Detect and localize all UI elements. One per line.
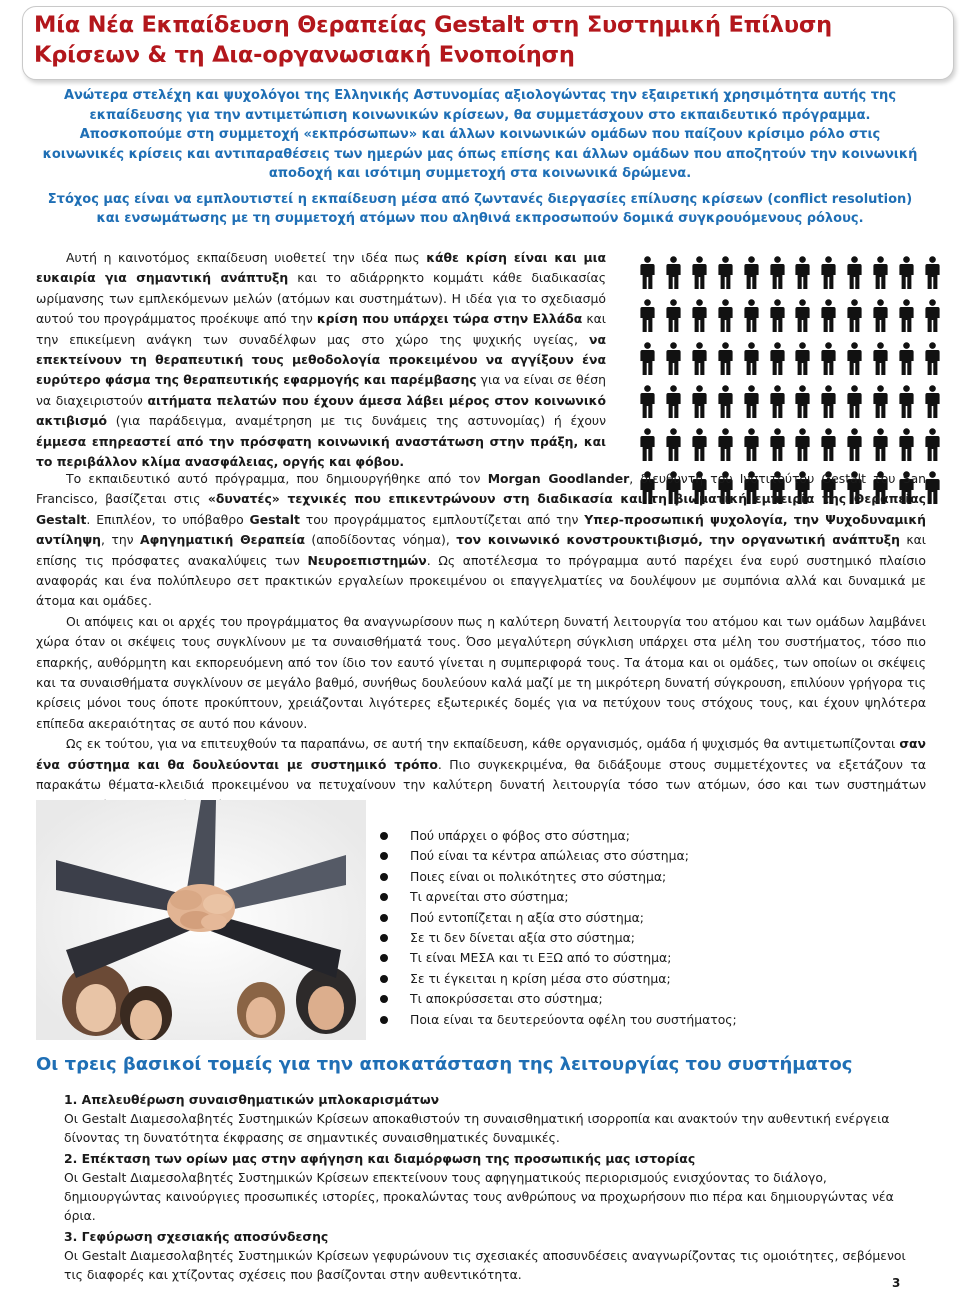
lead-paragraph: Αυτή η καινοτόμος εκπαίδευση υιοθετεί την ιδέα πως κάθε κρίση είναι και μια ευκαιρία για σημαντική ανάπτυξη και το αδιάρρηκτο κομμάτι κάθε διαδικασίας ωρίμανσης των εμπλεκόμενων μελών (ατόμων και συστημάτων). Η ιδέα για το σχεδιασμό αυτού του προγράμματος προέκυψε από την κρίση που υπάρχει τώρα στην Ελλάδα και την επικείμενη ανάγκη των συναδέλφων μας στο χώρο της ψυχικής υγείας, να επεκτείνουν τη θεραπευτική τους μεθοδολογία προκειμένου να αγγίξουν ένα ευρύτερο φάσμα της θεραπευτικής εφαρμογής και παρέμβασης για να είναι σε θέση να διαχειριστούν αιτήματα πελατών που έχουν άμεσα λάβει μέρος στον κοινωνικό ακτιβισμό (για παράδειγμα, αναμέτρηση με τις δυνάμεις της αστυνομίας) ή έχουν έμμεσα επηρεαστεί από την πρόσφατη κοινωνική αναστάτωση στην πράξη, και το περιβάλλον κλίμα ανασφάλειας, οργής και φόβου. xyxy=(36,250,607,470)
person-icon xyxy=(925,342,940,375)
list-item xyxy=(380,826,940,846)
person-icon xyxy=(873,299,888,332)
bullet-icon xyxy=(380,914,388,922)
person-icon xyxy=(795,256,810,289)
area-text: Οι Gestalt Διαμεσολαβητές Συστημικών Κρίσεων επεκτείνουν τους αφηγηματικούς περιορισμούς ενισχύοντας το διάλογο, δημιουργώντας καινούργιες προσωπικές ιστορίες, προκαλώντας τους ανθρώπους να προχωρήσουν πιο πέρα και δημιουργώντας νέα όρια. xyxy=(64,1170,894,1223)
question-text: Ποιες είναι οι πολικότητες στο σύστημα; xyxy=(410,868,667,884)
question-text: Πού υπάρχει ο φόβος στο σύστημα; xyxy=(410,828,630,843)
person-icon xyxy=(899,299,914,332)
person-icon xyxy=(899,342,914,375)
person-icon xyxy=(666,342,681,375)
bullet-icon xyxy=(380,975,388,983)
person-icon xyxy=(770,385,785,418)
person-icon xyxy=(899,256,914,289)
person-icon xyxy=(718,385,733,418)
person-icon xyxy=(795,299,810,332)
person-icon xyxy=(692,299,707,332)
body-paragraph-2: Οι απόψεις και οι αρχές του προγράμματος θα αναγνωρίσουν πως η καλύτερη δυνατή λειτουργία του ατόμου και των ομάδων λαμβάνει χώρα όταν οι σκέψεις τους συγκλίνουν με τα συναισθήματά τους. Όσο μεγαλύτερη σύγκλιση υπάρχει στα μέλη του συστήματος, τόσο πιο επαρκής, αυθόρμητη και εκπορευόμενη από τον ίδιο τον εαυτό γίνεται η συμπεριφορά τους. Τα άτομα και οι ομάδες, των οποίων οι σκέψεις και τα συναισθήματα συγκλίνουν σε μεγάλο βαθμό, συνήθως δουλεύουν καλά μαζί με τη μικρότερη δυνατή σύγκρουση, επιλύουν γρήγορα τις κρίσεις μόνοι τους όποτε προκύπτουν, χρειάζονται λιγότερες εξωτερικές δομές για να πετύχουν τους στόχους τους, και έχουν ψηλότερα επίπεδα ακεραιότητας σε αυτό που κάνουν. xyxy=(36,613,926,731)
person-icon xyxy=(640,342,655,375)
area-text: Οι Gestalt Διαμεσολαβητές Συστημικών Κρίσεων γεφυρώνουν τις σχεσιακές αποσυνδέσεις αναγνωρίζοντας τις ομοιότητες, σεβόμενοι τις διαφορές και χτίζοντας σχέσεις που βασίζονται στην αυθεντικότητα. xyxy=(64,1248,906,1282)
person-icon xyxy=(925,256,940,289)
area-text: Οι Gestalt Διαμεσολαβητές Συστημικών Κρίσεων αποκαθιστούν τη συναισθηματική ισορροπία και ανακτούν την αυθεντική ενέργεια δίνοντας τη δυνατότητα έκφρασης σε σημαντικές συναισθηματικές δυναμικές. xyxy=(64,1111,890,1145)
person-icon xyxy=(692,385,707,418)
person-icon xyxy=(873,342,888,375)
person-icon xyxy=(718,428,733,461)
bullet-icon xyxy=(380,832,388,840)
key-areas-list xyxy=(64,1090,924,1286)
question-text: Πού εντοπίζεται η αξία στο σύστημα; xyxy=(410,909,644,925)
question-text: Σε τι δεν δίνεται αξία στο σύστημα; xyxy=(410,930,635,946)
person-icon xyxy=(718,256,733,289)
page-title: Μία Νέα Εκπαίδευση Θεραπείας Gestalt στη Συστημική Επίλυση Κρίσεων & τη Δια-οργανωσιακή Ενοποίηση xyxy=(34,12,832,68)
bullet-icon xyxy=(380,873,388,881)
figure-row xyxy=(640,428,940,461)
key-questions-list xyxy=(380,826,940,1030)
list-item xyxy=(380,846,940,866)
person-icon xyxy=(821,256,836,289)
person-icon xyxy=(847,385,862,418)
question-text: Ποια είναι τα δευτερεύοντα οφέλη του συστήματος; xyxy=(410,1011,737,1027)
person-icon xyxy=(899,428,914,461)
person-icon xyxy=(666,428,681,461)
person-icon xyxy=(847,428,862,461)
intro-block xyxy=(40,86,920,235)
body-paragraph-1: Το εκπαιδευτικό αυτό πρόγραμμα, που δημιουργήθηκε από τον Morgan Goodlander, διευθυντή του Ινστιτούτου Gestalt του San Francisco, βασίζεται στις «δυνατές» τεχνικές που επικεντρώνουν στη διαδικασία και τη βιωματική εμπειρία της Θεραπείας Gestalt. Επιπλέον, το υπόβαθρο Gestalt του προγράμματος εμπλουτίζεται από την Υπερ-προσωπική ψυχολογία, την Ψυχοδυναμική αντίληψη, την Αφηγηματική Θεραπεία (αποδίδοντας νόημα), τον κοινωνικό κονστρουκτιβισμό, την οργανωτική ανάπτυξη και επίσης τις πρόσφατες ανακαλύψεις των Νευροεπιστημών. Ως αποτέλεσμα το πρόγραμμα αυτό παρέχει ένα ευρύ συστημικό πλαίσιο αναφοράς και ένα πολύπλευρο σετ πρακτικών εργαλείων προκειμένου οι επαγγελματίες να δουλέψουν με συμπόνια αλλά και δυναμικά με άτομα και ομάδες. xyxy=(36,471,927,609)
person-icon xyxy=(925,385,940,418)
body-paragraph-3: Ως εκ τούτου, για να επιτευχθούν τα παραπάνω, σε αυτή την εκπαίδευση, κάθε οργανισμός, ομάδα ή ψυχισμός θα αντιμετωπίζονται σαν ένα σύστημα και θα δουλεύονται με συστημικό τρόπο. Πιο συγκεκριμένα, θα διδάξουμε στους συμμετέχοντες να εξετάζουν τα παρακάτω θέματα-κλειδιά προκειμένου να πετυχαίνουν την καλύτερη δυνατή λειτουργία τόσο των ατόμων, όσο και των συστημάτων xyxy=(36,736,926,793)
person-icon xyxy=(770,256,785,289)
person-icon xyxy=(666,256,681,289)
list-item xyxy=(380,948,940,968)
person-icon xyxy=(692,256,707,289)
person-icon xyxy=(770,342,785,375)
area-heading: 2. Επέκταση των ορίων μας στην αφήγηση και διαμόρφωση της προσωπικής μας ιστορίας xyxy=(64,1151,696,1166)
person-icon xyxy=(925,471,940,504)
list-item xyxy=(380,887,940,907)
body-text xyxy=(36,469,926,816)
list-item xyxy=(380,908,940,928)
person-icon xyxy=(666,385,681,418)
person-icon xyxy=(821,342,836,375)
person-icon xyxy=(744,256,759,289)
list-item xyxy=(380,989,940,1009)
person-icon xyxy=(718,342,733,375)
person-icon xyxy=(640,256,655,289)
question-text: Σε τι έγκειται η κρίση μέσα στο σύστημα; xyxy=(410,970,671,986)
person-icon xyxy=(795,428,810,461)
list-item xyxy=(380,928,940,948)
bullet-icon xyxy=(380,1016,388,1024)
person-icon xyxy=(744,385,759,418)
hands-together-photo xyxy=(36,800,366,1040)
person-icon xyxy=(847,256,862,289)
list-item xyxy=(380,1010,940,1030)
person-icon xyxy=(640,428,655,461)
person-icon xyxy=(925,428,940,461)
question-text: Πού είναι τα κέντρα απώλειας στο σύστημα; xyxy=(410,848,689,864)
person-icon xyxy=(692,428,707,461)
figure-row xyxy=(640,342,940,375)
bullet-icon xyxy=(380,852,388,860)
person-icon xyxy=(744,342,759,375)
person-icon xyxy=(847,342,862,375)
figure-row xyxy=(640,385,940,418)
intro-paragraph-1: Ανώτερα στελέχη και ψυχολόγοι της Ελληνικής Αστυνομίας αξιολογώντας την εξαιρετική χρησιμότητα αυτής της εκπαίδευσης για την αντιμετώπιση κοινωνικών κρίσεων, θα συμμετάσχουν στο εκπαιδευτικό πρόγραμμα. Αποσκοπούμε στη συμμετοχή «εκπρόσωπων» και άλλων κοινωνικών ομάδων που παίζουν κρίσιμο ρόλο στις κοινωνικές κρίσεις και αντιπαραθέσεις των ημερών μας όπως επίσης και άλλων ομάδων που αποζητούν την κοινωνική αποδοχή και ισότιμη συμμετοχή στα κοινωνικά δρώμενα. xyxy=(42,88,918,181)
person-icon xyxy=(821,385,836,418)
person-icon xyxy=(847,299,862,332)
person-icon xyxy=(873,385,888,418)
person-icon xyxy=(925,299,940,332)
person-icon xyxy=(770,299,785,332)
area-heading: 1. Απελευθέρωση συναισθηματικών μπλοκαρισμάτων xyxy=(64,1092,440,1107)
person-icon xyxy=(770,428,785,461)
person-icon xyxy=(666,299,681,332)
question-text: Τι είναι ΜΕΣΑ και τι ΕΞΩ από το σύστημα; xyxy=(410,950,672,966)
person-icon xyxy=(795,342,810,375)
person-icon xyxy=(640,299,655,332)
person-icon xyxy=(795,385,810,418)
list-item xyxy=(380,969,940,989)
person-icon xyxy=(873,256,888,289)
person-icon xyxy=(821,428,836,461)
person-icon xyxy=(899,385,914,418)
person-icon xyxy=(718,299,733,332)
bullet-icon xyxy=(380,934,388,942)
bullet-icon xyxy=(380,893,388,901)
person-icon xyxy=(873,428,888,461)
figure-row xyxy=(640,256,940,289)
question-text: Τι αρνείται στο σύστημα; xyxy=(410,889,569,905)
page-number: 3 xyxy=(892,1276,901,1290)
area-heading: 3. Γεφύρωση σχεσιακής αποσύνδεσης xyxy=(64,1229,329,1244)
person-icon xyxy=(744,299,759,332)
section-heading: Οι τρεις βασικοί τομείς για την αποκατάσταση της λειτουργίας του συστήματος xyxy=(36,1054,853,1075)
list-item xyxy=(380,867,940,887)
person-icon xyxy=(744,428,759,461)
intro-paragraph-2: Στόχος μας είναι να εμπλουτιστεί η εκπαίδευση μέσα από ζωντανές διεργασίες επίλυσης κρίσεων (conflict resolution) και ενσωμάτωσης με τη συμμετοχή ατόμων που αληθινά εκπροσωπούν δομικά συγκρουόμενους ρόλους. xyxy=(47,191,913,226)
bullet-icon xyxy=(380,954,388,962)
figure-row xyxy=(640,299,940,332)
question-text: Τι αποκρύσσεται στο σύστημα; xyxy=(410,991,603,1007)
person-icon xyxy=(640,385,655,418)
bullet-icon xyxy=(380,995,388,1003)
person-icon xyxy=(692,342,707,375)
person-icon xyxy=(821,299,836,332)
